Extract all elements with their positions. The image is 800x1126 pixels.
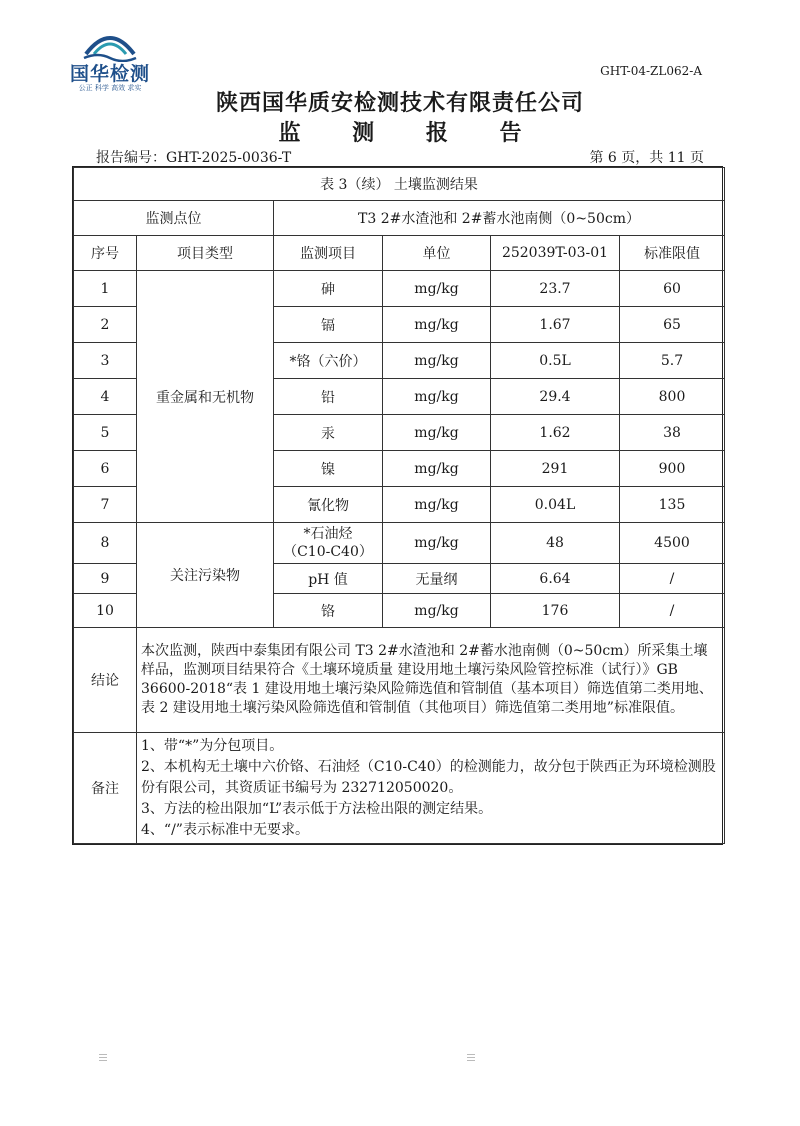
header-no: 序号: [74, 236, 137, 271]
row-unit: mg/kg: [383, 487, 491, 523]
row-value: 176: [491, 594, 620, 628]
row-limit: /: [620, 594, 725, 628]
row-limit: 65: [620, 307, 725, 343]
row-limit: 4500: [620, 523, 725, 564]
table-row: [74, 271, 725, 307]
company-name: 陕西国华质安检测技术有限责任公司: [215, 91, 584, 116]
document-code: GHT-04-ZL062-A: [600, 64, 702, 78]
row-no: 9: [74, 564, 137, 594]
row-item: 氰化物: [274, 487, 383, 523]
row-item-main: *石油烃: [303, 526, 353, 542]
logo-text: 国华检测: [69, 63, 150, 85]
header-sample-id: 252039T-03-01: [491, 236, 620, 271]
logo-mark-icon: [80, 28, 140, 62]
row-unit: mg/kg: [383, 271, 491, 307]
row-item: pH 值: [274, 564, 383, 594]
row-limit: 60: [620, 271, 725, 307]
row-item: 砷: [274, 271, 383, 307]
row-no: 10: [74, 594, 137, 628]
row-item: [274, 523, 383, 564]
location-value: T3 2#水渣池和 2#蓄水池南侧（0~50cm）: [274, 201, 725, 236]
note-item: 1、带“*”为分包项目。: [141, 737, 284, 754]
row-no: 6: [74, 451, 137, 487]
row-unit: mg/kg: [383, 343, 491, 379]
row-limit: /: [620, 564, 725, 594]
row-limit: 135: [620, 487, 725, 523]
row-unit: mg/kg: [383, 415, 491, 451]
row-no: 2: [74, 307, 137, 343]
page-info: 第 6 页，共 11 页: [589, 150, 704, 166]
row-no: 1: [74, 271, 137, 307]
results-table: [72, 166, 723, 845]
row-value: 1.62: [491, 415, 620, 451]
row-item: 汞: [274, 415, 383, 451]
table-caption: 表 3（续） 土壤监测结果: [74, 168, 725, 201]
row-no: 7: [74, 487, 137, 523]
header-unit: 单位: [383, 236, 491, 271]
notes-label: 备注: [74, 733, 137, 844]
binding-hole-mark: [98, 1052, 108, 1068]
notes-cell: [137, 733, 725, 844]
row-limit: 900: [620, 451, 725, 487]
row-limit: 38: [620, 415, 725, 451]
row-unit: mg/kg: [383, 379, 491, 415]
row-value: 29.4: [491, 379, 620, 415]
row-value: 23.7: [491, 271, 620, 307]
conclusion-label: 结论: [74, 628, 137, 733]
row-item-sub: （C10-C40）: [283, 544, 373, 560]
row-no: 5: [74, 415, 137, 451]
conclusion-text: 本次监测，陕西中泰集团有限公司 T3 2#水渣池和 2#蓄水池南侧（0~50cm）所采集土壤样品，监测项目结果符合《土壤环境质量 建设用地土壤污染风险管控标准（试行）》GB 36600-2018“表 1 建设用地土壤污染风险筛选值和管制值（基本项目）筛选值第二类用地、表 2 建设用地土壤污染风险筛选值和管制值（其他项目）筛选值第二类用地”标准限值。: [137, 628, 725, 733]
row-item: 铅: [274, 379, 383, 415]
row-item: 铬: [274, 594, 383, 628]
logo-slogan: 公正 科学 高效 求实: [78, 84, 142, 92]
row-no: 4: [74, 379, 137, 415]
location-label: 监测点位: [74, 201, 274, 236]
row-unit: mg/kg: [383, 523, 491, 564]
row-value: 0.5L: [491, 343, 620, 379]
row-no: 8: [74, 523, 137, 564]
row-value: 6.64: [491, 564, 620, 594]
row-value: 48: [491, 523, 620, 564]
note-item: 4、“/”表示标准中无要求。: [141, 821, 309, 838]
group-focus-pollutants: 关注污染物: [137, 523, 274, 628]
row-unit: 无量纲: [383, 564, 491, 594]
row-unit: mg/kg: [383, 307, 491, 343]
table-row: [74, 523, 725, 564]
row-unit: mg/kg: [383, 594, 491, 628]
binding-hole-mark: [466, 1052, 476, 1068]
header-limit: 标准限值: [620, 236, 725, 271]
header-item: 监测项目: [274, 236, 383, 271]
row-no: 3: [74, 343, 137, 379]
row-value: 0.04L: [491, 487, 620, 523]
report-title: 监 测 报 告: [278, 121, 544, 146]
row-value: 1.67: [491, 307, 620, 343]
row-value: 291: [491, 451, 620, 487]
row-limit: 5.7: [620, 343, 725, 379]
note-item: 2、本机构无土壤中六价铬、石油烃（C10-C40）的检测能力，故分包于陕西正为环境检测股份有限公司，其资质证书编号为 232712050020。: [141, 758, 716, 796]
group-heavy-metals: 重金属和无机物: [137, 271, 274, 523]
row-item: *铬（六价）: [274, 343, 383, 379]
row-unit: mg/kg: [383, 451, 491, 487]
row-item: 镍: [274, 451, 383, 487]
report-number: 报告编号：GHT-2025-0036-T: [96, 150, 292, 166]
row-item: 镉: [274, 307, 383, 343]
note-item: 3、方法的检出限加“L”表示低于方法检出限的测定结果。: [141, 800, 493, 817]
row-limit: 800: [620, 379, 725, 415]
header-type: 项目类型: [137, 236, 274, 271]
